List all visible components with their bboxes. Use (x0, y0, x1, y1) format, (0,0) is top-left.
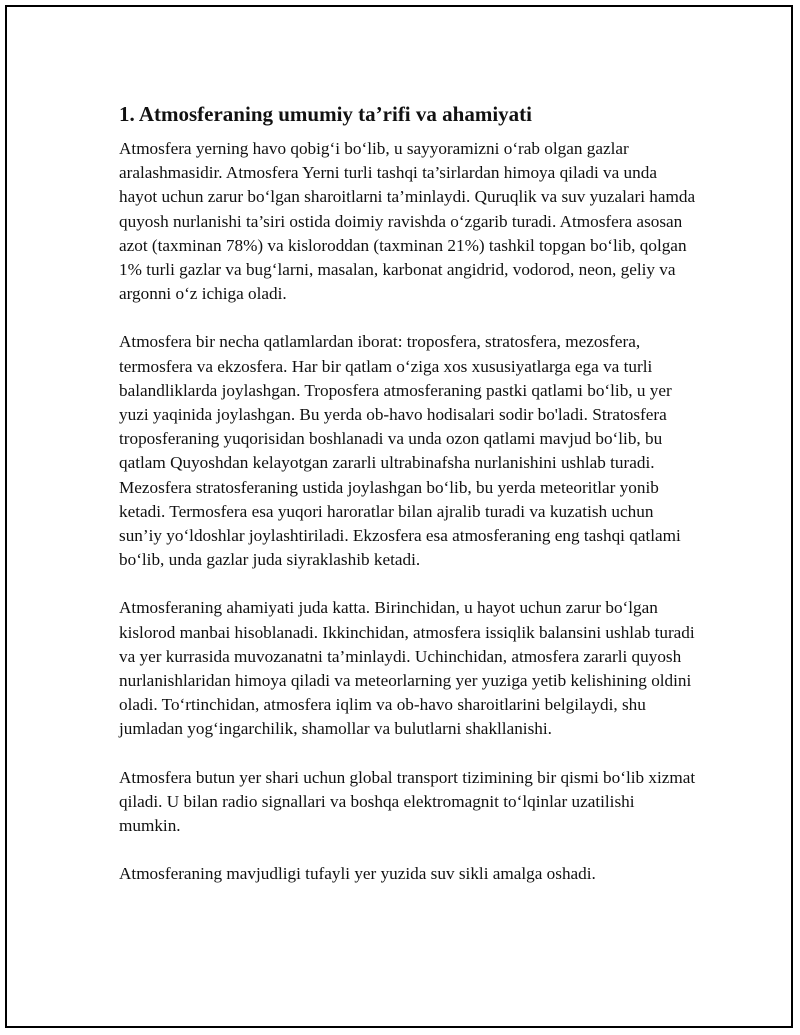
page-frame (5, 5, 793, 1028)
section-heading: 1. Atmosferaning umumiy ta’rifi va ahamiyati (119, 102, 532, 126)
paragraph-importance: Atmosferaning ahamiyati juda katta. Birinchidan, u hayot uchun zarur bo‘lgan kislorod manbai hisoblanadi. Ikkinchidan, atmosfera issiqlik balansini ushlab turadi va yer kurrasida muvozanatni ta’minlaydi. Uchinchidan, atmosfera zararli quyosh nurlanishlaridan himoya qiladi va meteorlarning yer yuziga yetib kelishining oldini oladi. To‘rtinchidan, atmosfera iqlim va ob-havo sharoitlarini belgilaydi, shu jumladan yog‘ingarchilik, shamollar va bulutlarni shakllanishi. (119, 598, 695, 739)
paragraph-water-cycle: Atmosferaning mavjudligi tufayli yer yuzida suv sikli amalga oshadi. (119, 864, 596, 884)
paragraph-layers: Atmosfera bir necha qatlamlardan iborat: troposfera, stratosfera, mezosfera, termosfera va ekzosfera. Har bir qatlam o‘ziga xos xususiyatlarga ega va turli balandliklarda joylashgan. Troposfera atmosferaning pastki qatlami bo‘lib, u yer yuzi yaqinida joylashgan. Bu yerda ob-havo hodisalari sodir bo'ladi. Stratosfera troposferaning yuqorisidan boshlanadi va unda ozon qatlami mavjud bo‘lib, bu qatlam Quyoshdan kelayotgan zararli ultrabinafsha nurlanishini ushlab turadi. Mezosfera stratosferaning ustida joylashgan bo‘lib, bu yerda meteoritlar yonib ketadi. Termosfera esa yuqori haroratlar bilan ajralib turadi va kuzatish uchun sun’iy yo‘ldoshlar joylashtiriladi. Ekzosfera esa atmosferaning eng tashqi qatlami bo‘lib, unda gazlar juda siyraklashib ketadi. (119, 332, 681, 570)
paragraph-transport: Atmosfera butun yer shari uchun global transport tizimining bir qismi bo‘lib xizmat qiladi. U bilan radio signallari va boshqa elektromagnit to‘lqinlar uzatilishi mumkin. (119, 767, 696, 836)
document-body (119, 100, 699, 910)
paragraph-composition: Atmosfera yerning havo qobig‘i bo‘lib, u sayyoramizni o‘rab olgan gazlar aralashmasidir. Atmosfera Yerni turli tashqi ta’sirlardan himoya qiladi va unda hayot uchun zarur bo‘lgan sharoitlarni ta’minlaydi. Quruqlik va suv yuzalari hamda quyosh nurlanishi ta’siri ostida doimiy ravishda o‘zgarib turadi. Atmosfera asosan azot (taxminan 78%) va kisloroddan (taxminan 21%) tashkil topgan bo‘lib, qolgan 1% turli gazlar va bug‘larni, masalan, karbonat angidrid, vodorod, neon, geliy va argonni o‘z ichiga oladi. (119, 139, 696, 304)
